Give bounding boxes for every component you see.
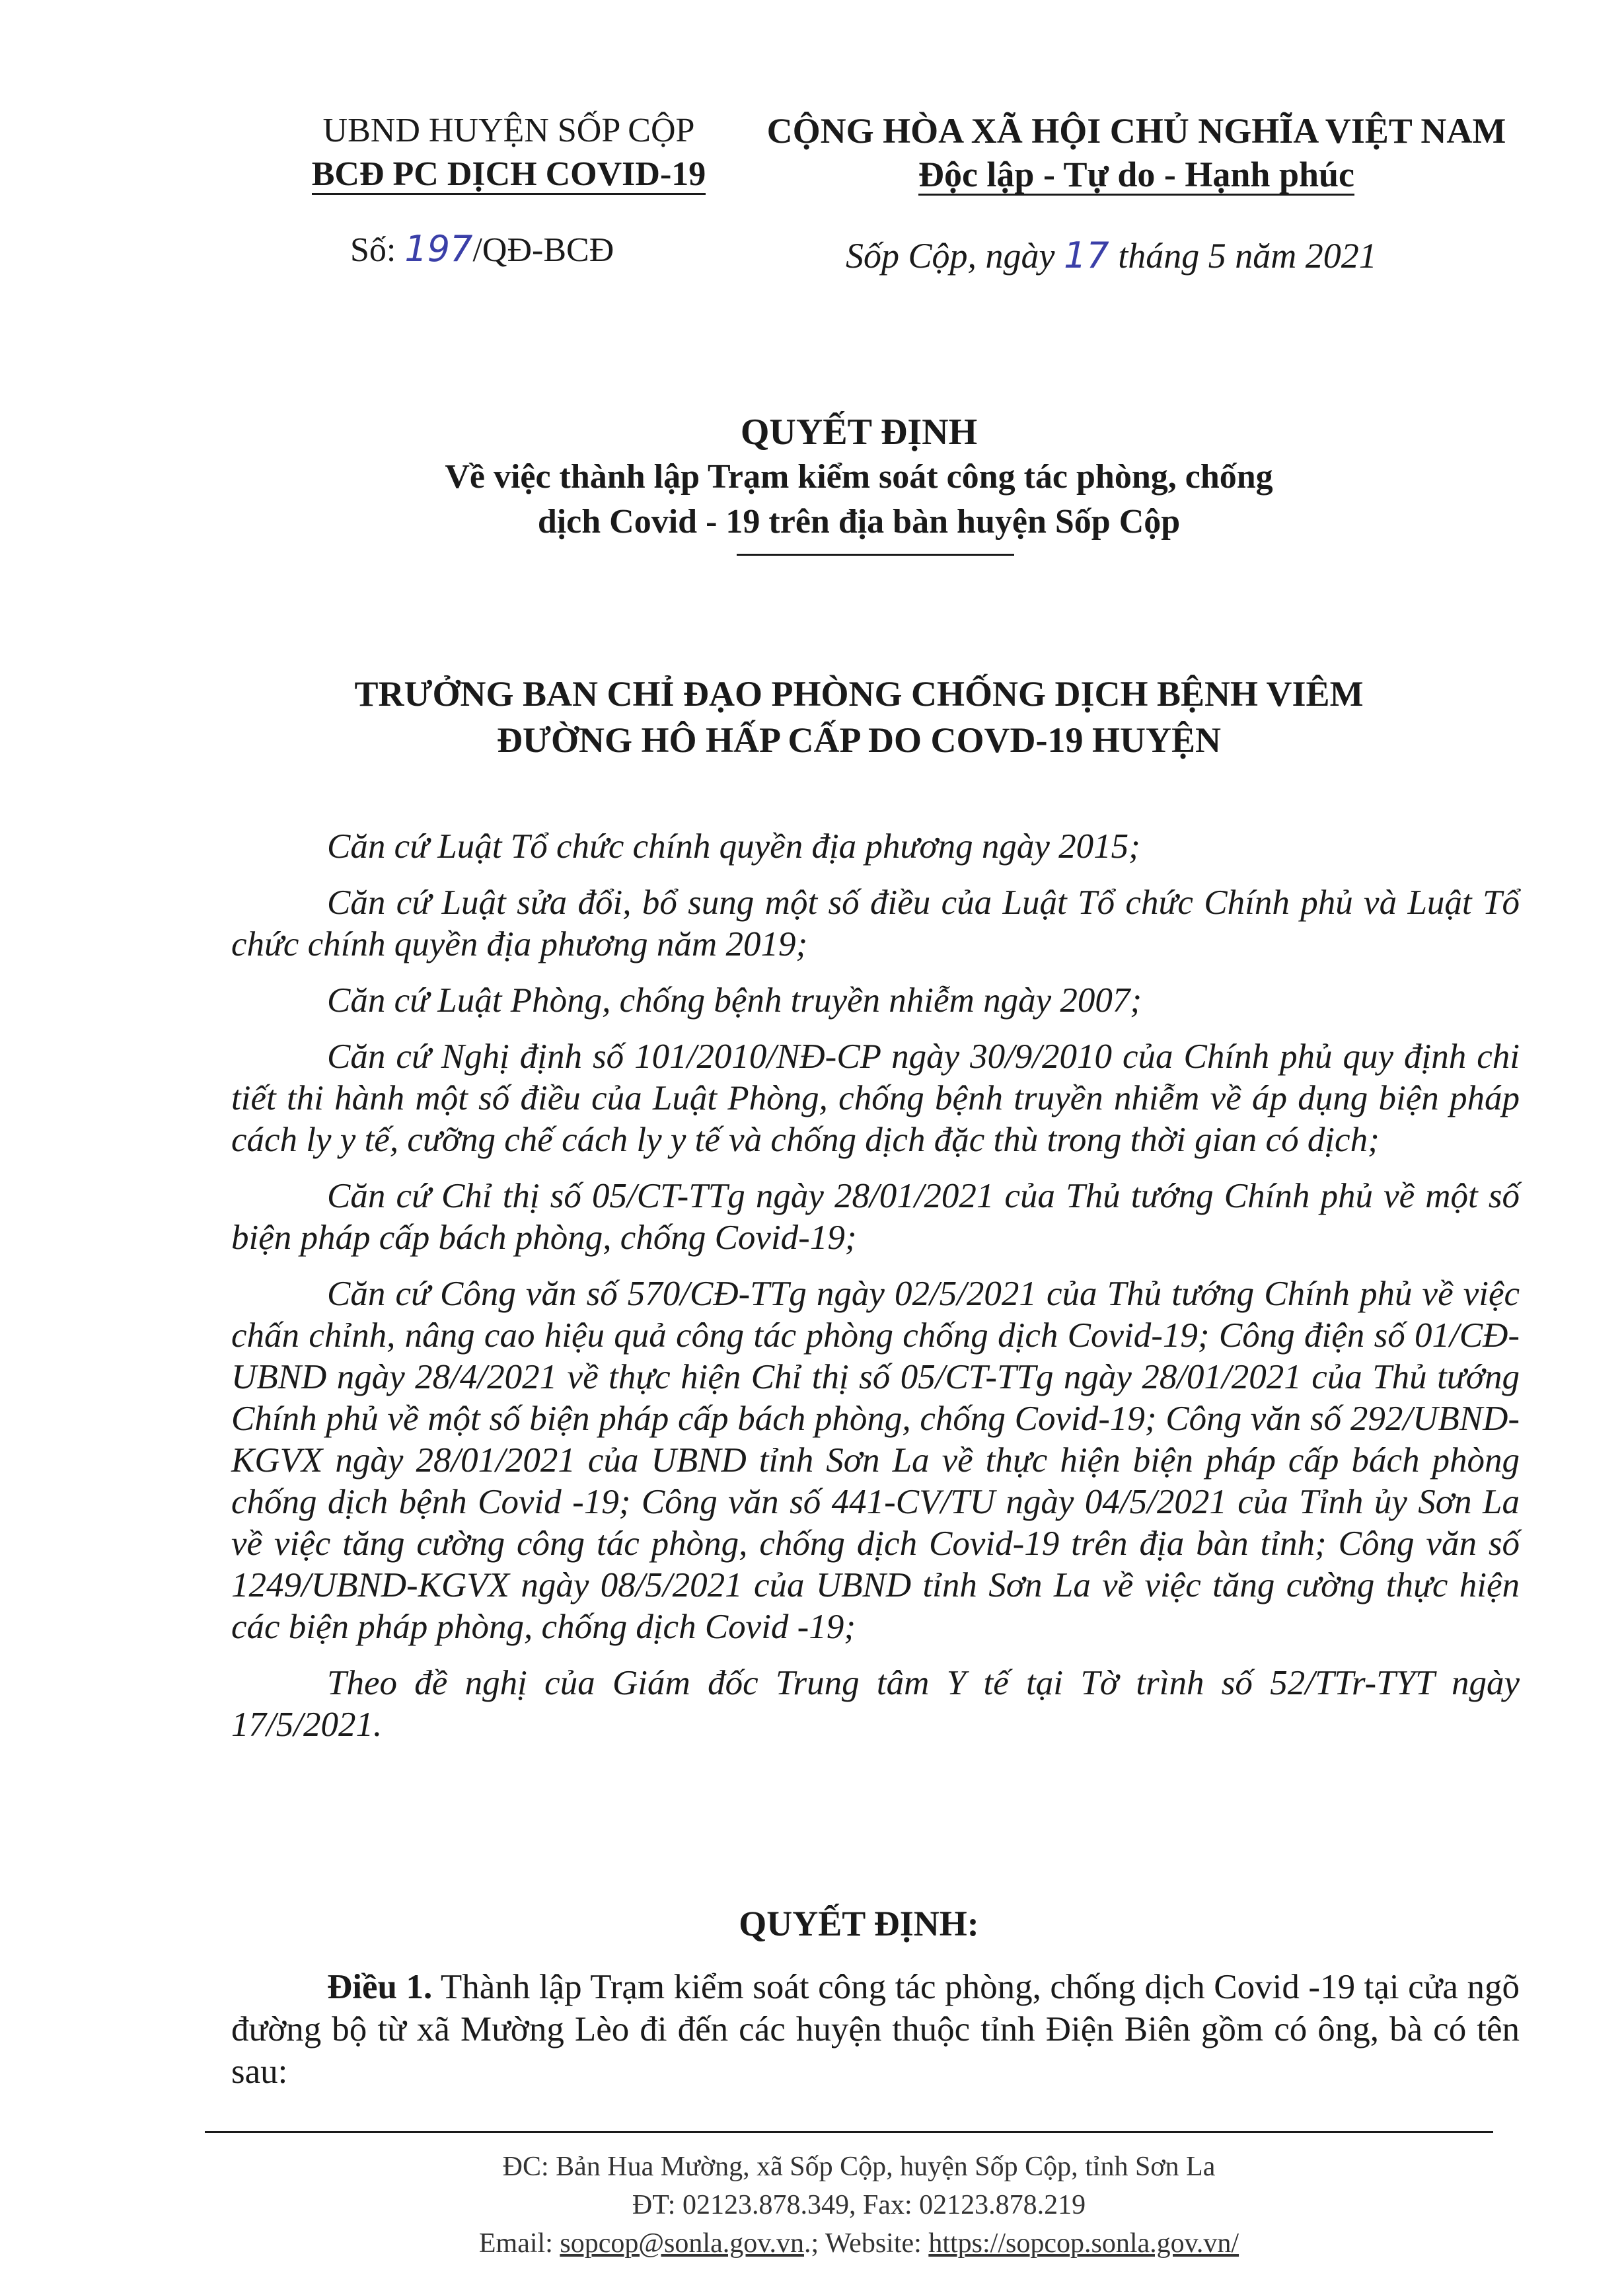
title-subject-line2: dịch Covid - 19 trên địa bàn huyện Sốp Cộp bbox=[537, 503, 1181, 541]
country-name: CỘNG HÒA XÃ HỘI CHỦ NGHĨA VIỆT NAM bbox=[766, 111, 1506, 151]
authority-line1: TRƯỞNG BAN CHỈ ĐẠO PHÒNG CHỐNG DỊCH BỆNH VIÊM bbox=[354, 674, 1364, 714]
footer-email-website bbox=[198, 2224, 1520, 2263]
district-committee-name: UBND HUYỆN SỐP CỘP bbox=[322, 112, 695, 149]
recitals bbox=[231, 826, 1520, 1760]
issuing-authority bbox=[251, 109, 766, 196]
article-1-label: Điều 1. bbox=[327, 1968, 433, 2006]
decision-heading: QUYẾT ĐỊNH: bbox=[739, 1904, 979, 1943]
date-prefix: Sốp Cộp, ngày bbox=[846, 236, 1064, 276]
footer-phone: ĐT: 02123.878.349, Fax: 02123.878.219 bbox=[632, 2190, 1086, 2220]
recital-paragraph: Căn cứ Luật Tổ chức chính quyền địa phương ngày 2015; bbox=[327, 827, 1140, 866]
document-number bbox=[350, 228, 614, 270]
document-date bbox=[846, 235, 1377, 276]
recital-paragraph: Căn cứ Luật Phòng, chống bệnh truyền nhiễm ngày 2007; bbox=[327, 981, 1142, 1020]
date-day-handwritten: 17 bbox=[1064, 235, 1109, 276]
doc-no-suffix: /QĐ-BCĐ bbox=[472, 231, 614, 269]
recital-paragraph: Căn cứ Luật sửa đổi, bổ sung một số điều của Luật Tổ chức Chính phủ và Luật Tổ chức chính quyền địa phương năm 2019; bbox=[231, 883, 1520, 963]
website-link[interactable]: https://sopcop.sonla.gov.vn/ bbox=[928, 2228, 1239, 2259]
signing-authority-heading bbox=[198, 671, 1520, 763]
website-prefix: .; Website: bbox=[803, 2228, 929, 2259]
email-prefix: Email: bbox=[478, 2228, 560, 2259]
email-link[interactable]: sopcop@sonla.gov.vn bbox=[560, 2228, 804, 2259]
footer-divider bbox=[205, 2131, 1493, 2133]
title-subject-line1: Về việc thành lập Trạm kiểm soát công tác phòng, chống bbox=[445, 458, 1273, 496]
doc-no-prefix: Số: bbox=[350, 231, 405, 269]
national-header bbox=[740, 109, 1533, 196]
article-1-text: Thành lập Trạm kiểm soát công tác phòng, chống dịch Covid -19 tại cửa ngõ đường bộ từ xã Mường Lèo đi đến các huyện thuộc tỉnh Điện Biên gồm có ông, bà có tên sau: bbox=[231, 1968, 1520, 2091]
article-1 bbox=[231, 1966, 1520, 2093]
footer-address: ĐC: Bản Hua Mường, xã Sốp Cộp, huyện Sốp Cộp, tỉnh Sơn La bbox=[502, 2152, 1216, 2182]
recital-paragraph: Căn cứ Chỉ thị số 05/CT-TTg ngày 28/01/2021 của Thủ tướng Chính phủ về một số biện pháp cấp bách phòng, chống Covid-19; bbox=[231, 1177, 1520, 1257]
recital-paragraph: Theo đề nghị của Giám đốc Trung tâm Y tế tại Tờ trình số 52/TTr-TYT ngày 17/5/2021. bbox=[231, 1664, 1520, 1744]
date-suffix: tháng 5 năm 2021 bbox=[1109, 236, 1377, 276]
footer-contact bbox=[198, 2148, 1520, 2263]
document-title bbox=[198, 410, 1520, 545]
recital-paragraph: Căn cứ Công văn số 570/CĐ-TTg ngày 02/5/2021 của Thủ tướng Chính phủ về việc chấn chỉnh, nâng cao hiệu quả công tác phòng chống dịch Covid-19; Công điện số 01/CĐ-UBND ngày 28/4/2021 về thực hiện Chỉ thị số 05/CT-TTg ngày 28/01/2021 của Thủ tướng Chính phủ về một số biện pháp cấp bách phòng, chống Covid-19; Công văn số 292/UBND-KGVX ngày 28/01/2021 của UBND tỉnh Sơn La về thực hiện biện pháp cấp bách phòng chống dịch bệnh Covid -19; Công văn số 441-CV/TU ngày 04/5/2021 của Tỉnh ủy Sơn La về việc tăng cường công tác phòng, chống dịch Covid-19 trên địa bàn tỉnh; Công văn số 1249/UBND-KGVX ngày 08/5/2021 của UBND tỉnh Sơn La về việc tăng cường thực hiện các biện pháp phòng, chống dịch Covid -19; bbox=[231, 1275, 1520, 1646]
steering-committee-name: BCĐ PC DỊCH COVID-19 bbox=[312, 156, 706, 195]
national-motto: Độc lập - Tự do - Hạnh phúc bbox=[918, 155, 1355, 194]
doc-no-handwritten: 197 bbox=[404, 228, 473, 270]
authority-line2: ĐƯỜNG HÔ HẤP CẤP DO COVD-19 HUYỆN bbox=[497, 720, 1221, 760]
title-divider bbox=[737, 554, 1014, 556]
recital-paragraph: Căn cứ Nghị định số 101/2010/NĐ-CP ngày 30/9/2010 của Chính phủ quy định chi tiết thi hành một số điều của Luật Phòng, chống bệnh truyền nhiễm về áp dụng biện pháp cách ly y tế, cưỡng chế cách ly y tế và chống dịch đặc thù trong thời gian có dịch; bbox=[231, 1037, 1520, 1159]
title-type: QUYẾT ĐỊNH bbox=[740, 412, 978, 453]
